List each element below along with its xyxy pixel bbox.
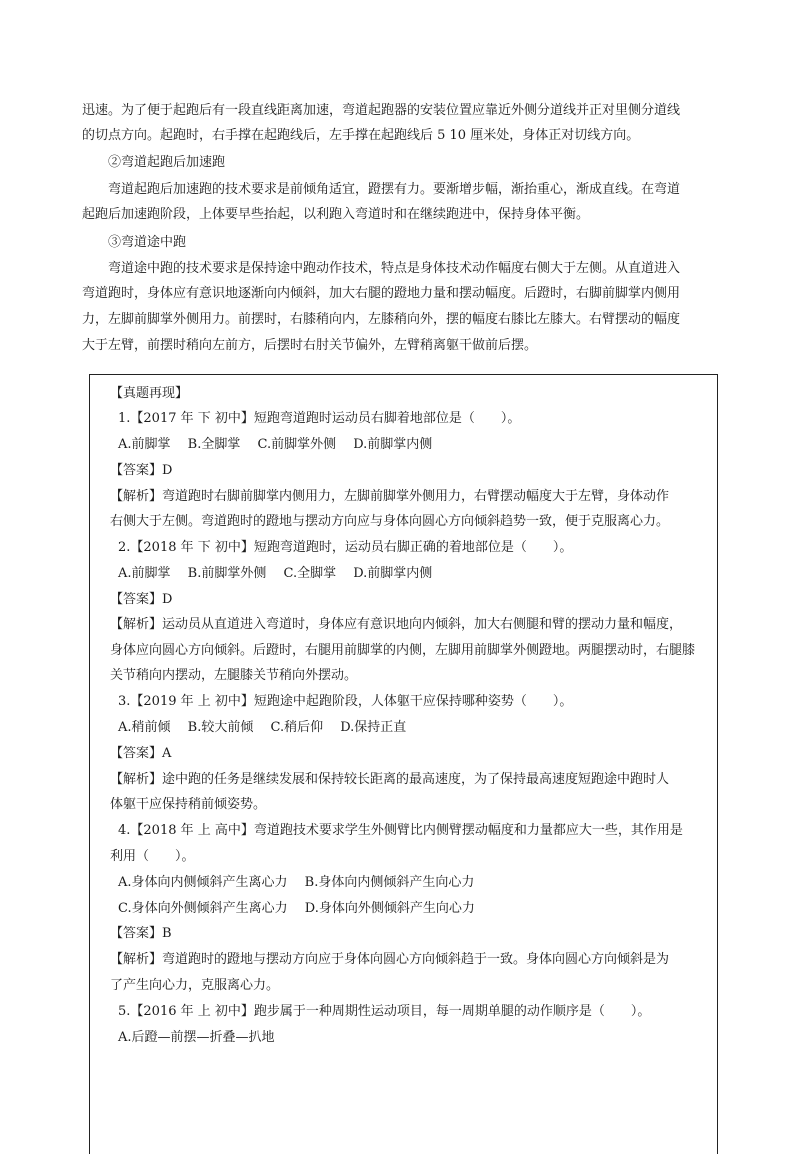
intro-paragraph-3-line-1: 弯道途中跑的技术要求是保持途中跑动作技术，特点是身体技术动作幅度右侧大于左侧。从直道进入 — [108, 261, 681, 276]
question-4-stem-line-1: 4.【2018 年 上 高中】弯道跑技术要求学生外侧臂比内侧臂摆动幅度和力量都应大一些，其作用是 — [118, 823, 683, 838]
question-3-analysis-line-2: 体躯干应保持稍前倾姿势。 — [110, 797, 267, 812]
question-1-options: A.前脚掌 B.全脚掌 C.前脚掌外侧 D.前脚掌内侧 — [118, 437, 433, 452]
question-3-options: A.稍前倾 B.较大前倾 C.稍后仰 D.保持正直 — [118, 720, 407, 735]
question-3-answer: 【答案】A — [110, 746, 172, 761]
question-5-stem: 5.【2016 年 上 初中】跑步属于一种周期性运动项目，每一周期单腿的动作顺序是（ ）。 — [118, 1004, 651, 1019]
question-4-analysis-line-1: 【解析】弯道跑时的蹬地与摆动方向应于身体向圆心方向倾斜趋于一致。身体向圆心方向倾斜是为 — [110, 952, 670, 967]
question-4-answer: 【答案】B — [110, 926, 172, 941]
question-2-stem: 2.【2018 年 下 初中】短跑弯道跑时，运动员右脚正确的着地部位是（ ）。 — [118, 540, 573, 555]
intro-paragraph-2-line-1: 弯道起跑后加速跑的技术要求是前倾角适宜，蹬摆有力。要渐增步幅，渐抬重心，渐成直线。在弯道 — [108, 182, 681, 197]
intro-paragraph-2-line-2: 起跑后加速跑阶段，上体要早些抬起，以利跑入弯道时和在继续跑进中，保持身体平衡。 — [82, 207, 590, 222]
question-3-analysis-line-1: 【解析】途中跑的任务是继续发展和保持较长距离的最高速度，为了保持最高速度短跑途中跑时人 — [110, 772, 670, 787]
intro-paragraph-3-line-3: 力，左脚前脚掌外侧用力。前摆时，右膝稍向内，左膝稍向外，摆的幅度右膝比左膝大。右臂摆动的幅度 — [82, 312, 681, 327]
question-1-answer: 【答案】D — [110, 463, 173, 478]
question-1-stem: 1.【2017 年 下 初中】短跑弯道跑时运动员右脚着地部位是（ ）。 — [118, 411, 521, 426]
question-4-stem-line-2: 利用（ ）。 — [110, 849, 195, 864]
question-2-analysis-line-1: 【解析】运动员从直道进入弯道时，身体应有意识地向内倾斜，加大右侧腿和臂的摆动力量和幅度， — [110, 617, 683, 632]
intro-paragraph-1-line-1: 迅速。为了便于起跑后有一段直线距离加速，弯道起跑器的安装位置应靠近外侧分道线并正对里侧分道线 — [82, 103, 681, 118]
section-heading-curve-start-acceleration: ②弯道起跑后加速跑 — [108, 155, 226, 170]
question-1-analysis-line-1: 【解析】弯道跑时右脚前脚掌内侧用力，左脚前脚掌外侧用力，右臂摆动幅度大于左臂，身体动作 — [110, 489, 670, 504]
question-2-options: A.前脚掌 B.前脚掌外侧 C.全脚掌 D.前脚掌内侧 — [118, 566, 433, 581]
question-3-stem: 3.【2019 年 上 初中】短跑途中起跑阶段，人体躯干应保持哪种姿势（ ）。 — [118, 694, 573, 709]
question-2-answer: 【答案】D — [110, 592, 173, 607]
question-1-analysis-line-2: 右侧大于左侧。弯道跑时的蹬地与摆动方向应与身体向圆心方向倾斜趋势一致，便于克服离心力。 — [110, 514, 670, 529]
question-4-options-line-2: C.身体向外侧倾斜产生离心力 D.身体向外侧倾斜产生向心力 — [118, 901, 475, 916]
question-2-analysis-line-3: 关节稍向内摆动，左腿膝关节稍向外摆动。 — [110, 668, 358, 683]
box-title: 【真题再现】 — [110, 386, 189, 401]
intro-paragraph-3-line-2: 弯道跑时，身体应有意识地逐渐向内倾斜，加大右腿的蹬地力量和摆动幅度。后蹬时，右脚前脚掌内侧用 — [82, 286, 681, 301]
question-4-analysis-line-2: 了产生向心力，克服离心力。 — [110, 978, 280, 993]
question-2-analysis-line-2: 身体应向圆心方向倾斜。后蹬时，右腿用前脚掌的内侧，左脚用前脚掌外侧蹬地。两腿摆动时，右腿膝 — [110, 643, 696, 658]
intro-paragraph-3-line-4: 大于左臂，前摆时稍向左前方，后摆时右肘关节偏外，左臂稍离躯干做前后摆。 — [82, 338, 538, 353]
question-5-option-a: A.后蹬—前摆—折叠—扒地 — [118, 1030, 275, 1045]
intro-paragraph-1-line-2: 的切点方向。起跑时，右手撑在起跑线后，左手撑在起跑线后 5 10 厘米处，身体正对切线方向。 — [82, 128, 640, 143]
section-heading-curve-middle-run: ③弯道途中跑 — [108, 235, 187, 250]
question-4-options-line-1: A.身体向内侧倾斜产生离心力 B.身体向内侧倾斜产生向心力 — [118, 875, 475, 890]
